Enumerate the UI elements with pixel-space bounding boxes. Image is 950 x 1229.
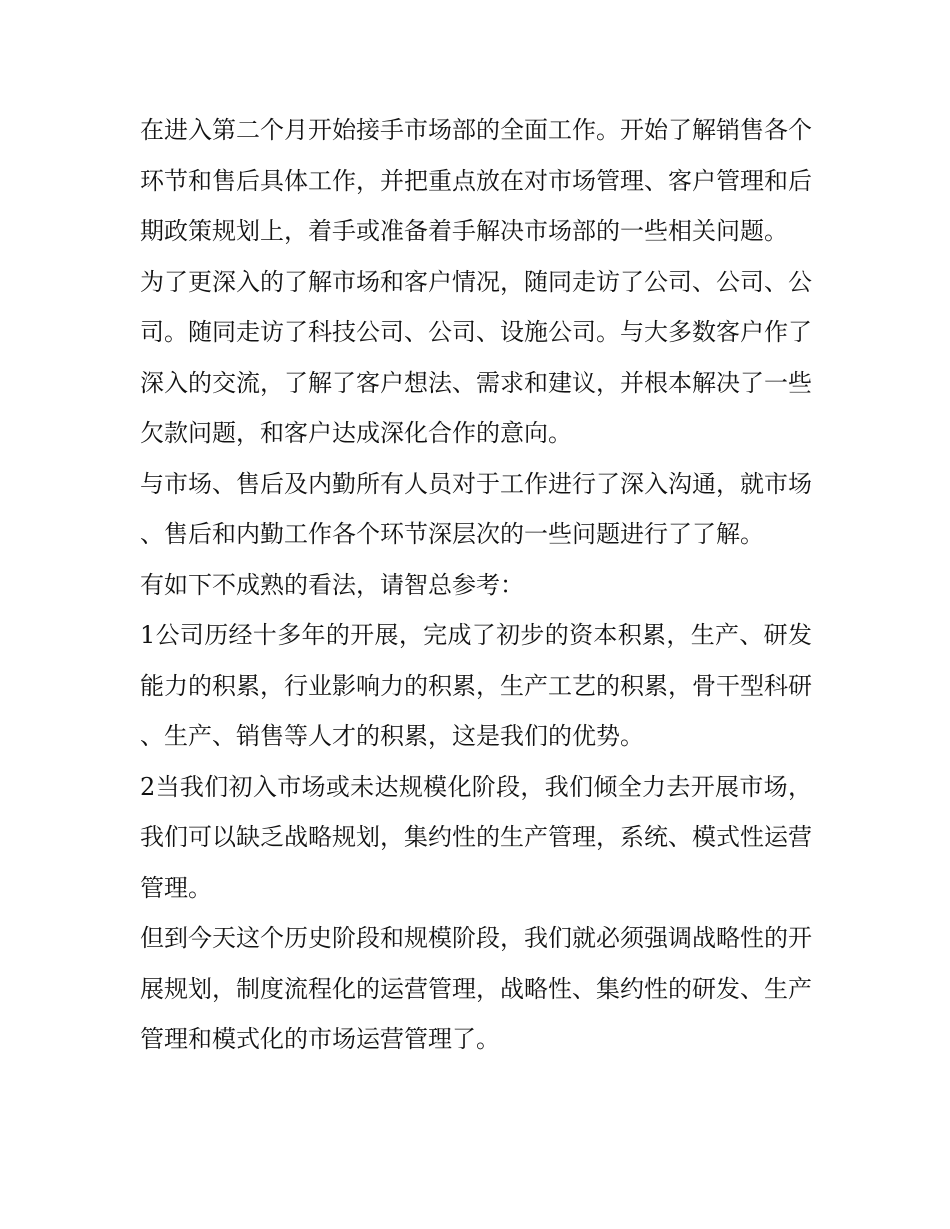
- paragraph-intro: 在进入第二个月开始接手市场部的全面工作。开始了解销售各个环节和售后具体工作，并把重点放在对市场管理、客户管理和后期政策规划上，着手或准备着手解决市场部的一些相关问题。: [140, 116, 812, 245]
- paragraph-conclusion: 但到今天这个历史阶段和规模阶段，我们就必须强调战略性的开展规划，制度流程化的运营管理，战略性、集约性的研发、生产管理和模式化的市场运营管理了。: [140, 924, 812, 1053]
- paragraph-point-2: 2当我们初入市场或未达规模化阶段，我们倾全力去开展市场，我们可以缺乏战略规划，集约性的生产管理，系统、模式性运营管理。: [140, 772, 812, 902]
- paragraph-point-1: 1公司历经十多年的开展，完成了初步的资本积累，生产、研发能力的积累，行业影响力的积累，生产工艺的积累，骨干型科研、生产、销售等人才的积累，这是我们的优势。: [140, 621, 812, 750]
- document-body: [140, 105, 812, 1065]
- paragraph-customer-visits: 为了更深入的了解市场和客户情况，随同走访了公司、公司、公司。随同走访了科技公司、公司、设施公司。与大多数客户作了深入的交流，了解了客户想法、需求和建议，并根本解决了一些欠款问题，和客户达成深化合作的意向。: [140, 267, 812, 447]
- paragraph-team-communication: 与市场、售后及内勤所有人员对于工作进行了深入沟通，就市场、售后和内勤工作各个环节深层次的一些问题进行了了解。: [140, 469, 812, 548]
- paragraph-opinion-lead: 有如下不成熟的看法，请智总参考：: [140, 570, 524, 599]
